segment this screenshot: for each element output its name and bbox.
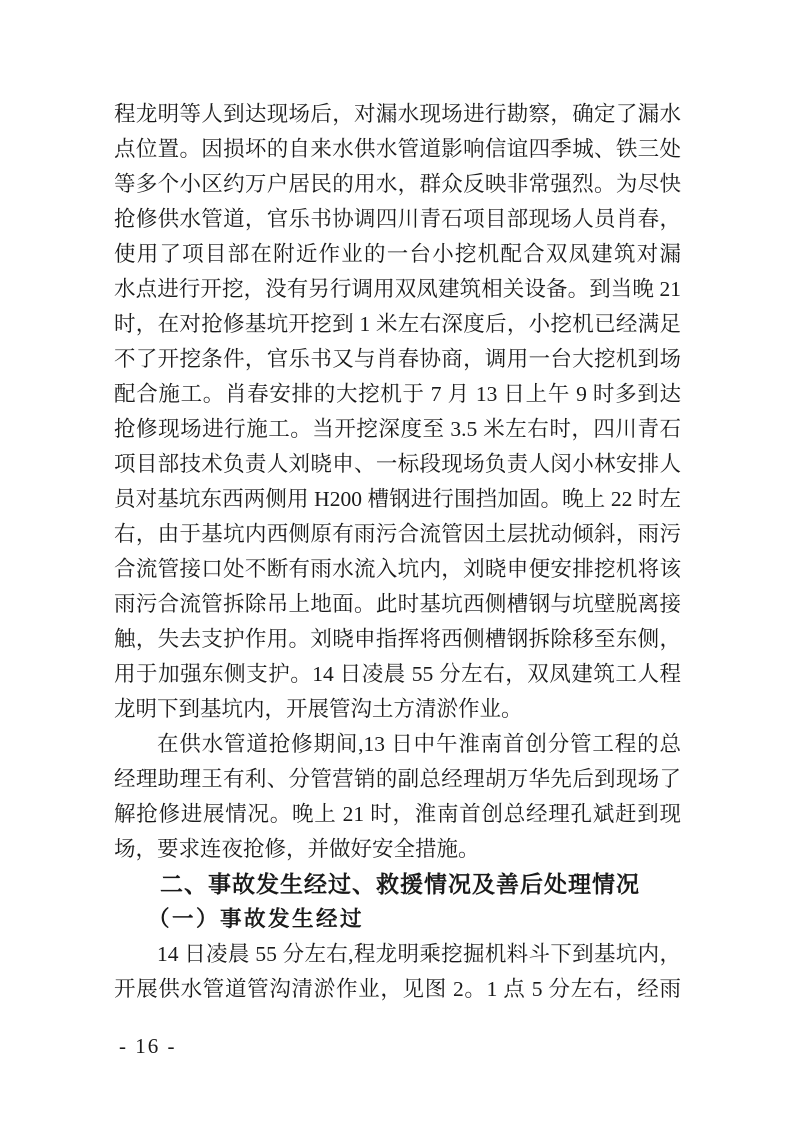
subsection-heading: （一）事故发生经过 [148,907,365,931]
page-content [114,97,681,1007]
body-text-line: 点位置。因损坏的自来水供水管道影响信谊四季城、铁三处 [114,137,681,161]
body-text-line: 抢修现场进行施工。当开挖深度至 3.5 米左右时，四川青石 [114,417,681,441]
body-text-line: 使用了项目部在附近作业的一台小挖机配合双凤建筑对漏 [114,242,681,266]
body-text-line: 合流管接口处不断有雨水流入坑内，刘晓申便安排挖机将该 [114,557,681,581]
body-text-line: 14 日凌晨 55 分左右,程龙明乘挖掘机料斗下到基坑内， [157,942,681,966]
body-text-line: 用于加强东侧支护。14 日凌晨 55 分左右，双凤建筑工人程 [114,662,681,686]
body-text-line: 右，由于基坑内西侧原有雨污合流管因土层扰动倾斜，雨污 [114,522,681,546]
body-text-line: 程龙明等人到达现场后，对漏水现场进行勘察，确定了漏水 [114,102,681,126]
body-text-line: 等多个小区约万户居民的用水，群众反映非常强烈。为尽快 [114,172,681,196]
body-text-line: 触，失去支护作用。刘晓申指挥将西侧槽钢拆除移至东侧， [114,627,681,651]
body-text-line: 不了开挖条件，官乐书又与肖春协商，调用一台大挖机到场 [114,347,681,371]
body-text-line: 时，在对抢修基坑开挖到 1 米左右深度后，小挖机已经满足 [114,312,681,336]
body-text-line: 抢修供水管道，官乐书协调四川青石项目部现场人员肖春， [114,207,681,231]
body-text-line: 龙明下到基坑内，开展管沟土方清淤作业。 [114,697,523,721]
body-text-line: 雨污合流管拆除吊上地面。此时基坑西侧槽钢与坑壁脱离接 [114,592,681,616]
body-text-line: 员对基坑东西两侧用 H200 槽钢进行围挡加固。晚上 22 时左 [114,487,681,511]
body-text-line: 配合施工。肖春安排的大挖机于 7 月 13 日上午 9 时多到达 [114,382,681,406]
body-text-line: 在供水管道抢修期间,13 日中午淮南首创分管工程的总 [157,732,681,756]
section-heading: 二、事故发生经过、救援情况及善后处理情况 [160,871,640,897]
body-text-line: 解抢修进展情况。晚上 21 时，淮南首创总经理孔斌赶到现 [114,802,681,826]
body-text-line: 场，要求连夜抢修，并做好安全措施。 [114,837,480,861]
body-text-line: 开展供水管道管沟清淤作业，见图 2。1 点 5 分左右，经雨 [114,977,681,1001]
body-text-line: 项目部技术负责人刘晓申、一标段现场负责人闵小林安排人 [114,452,681,476]
page-number: - 16 - [119,1034,177,1058]
body-text-line: 水点进行开挖，没有另行调用双凤建筑相关设备。到当晚 21 [114,277,681,301]
body-text-line: 经理助理王有利、分管营销的副总经理胡万华先后到现场了 [114,767,681,791]
